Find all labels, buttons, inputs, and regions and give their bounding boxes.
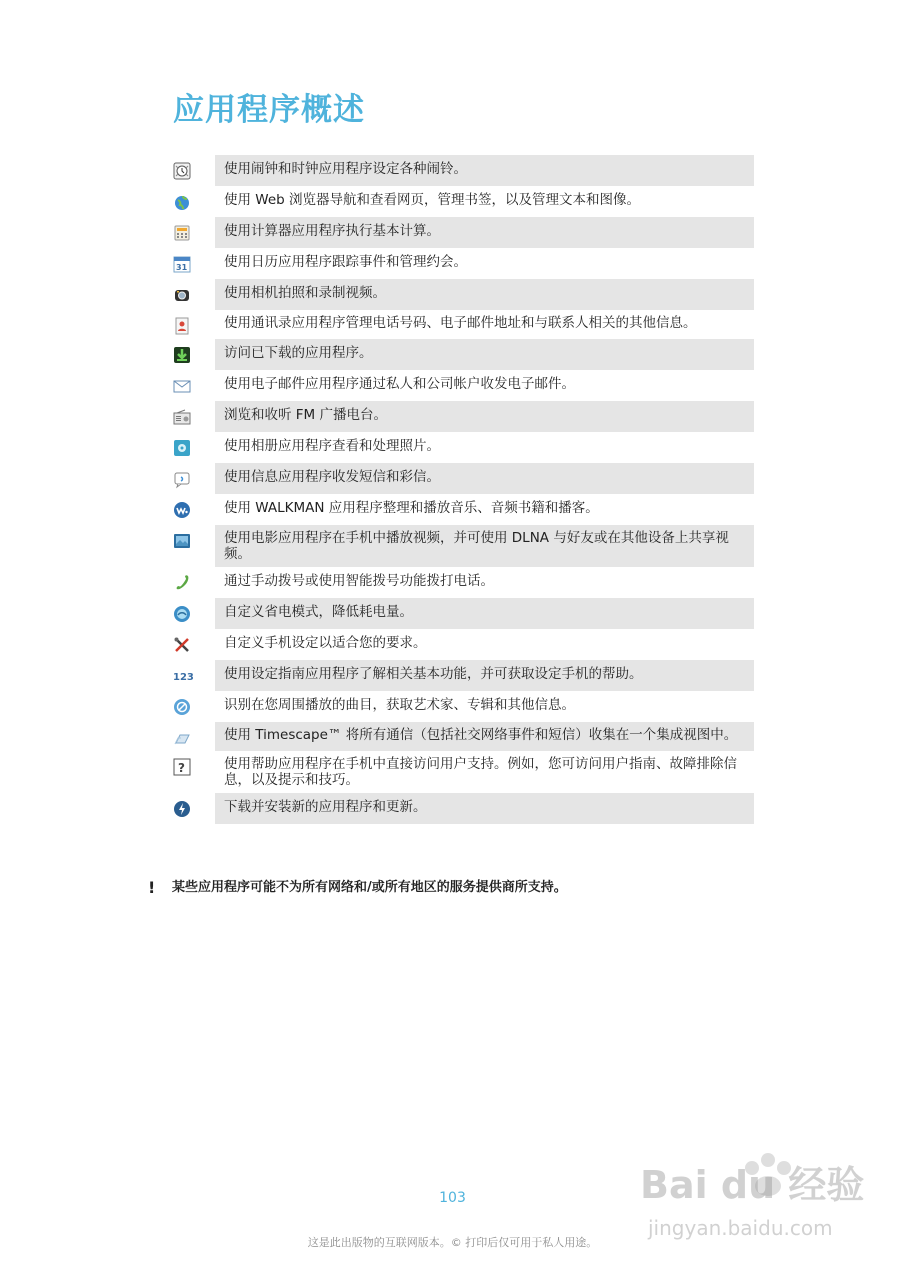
update-center-icon [173, 800, 191, 818]
list-item [173, 432, 754, 463]
list-item [173, 660, 754, 691]
list-item [173, 751, 754, 793]
list-item [173, 598, 754, 629]
setup-guide-icon [173, 667, 194, 685]
contacts-icon [173, 317, 191, 335]
svg-text:Bai du 经验: Bai du 经验 [640, 1163, 865, 1207]
calendar-icon [173, 255, 191, 273]
list-item [173, 567, 754, 598]
app-description: 使用电子邮件应用程序通过私人和公司帐户收发电子邮件。 [224, 376, 575, 392]
app-description: 下载并安装新的应用程序和更新。 [215, 793, 754, 824]
phone-icon [173, 574, 191, 592]
app-description: 访问已下载的应用程序。 [215, 339, 754, 370]
svg-text:123: 123 [173, 672, 194, 683]
app-description: 使用相册应用程序查看和处理照片。 [224, 438, 440, 454]
app-description: 使用设定指南应用程序了解相关基本功能，并可获取设定手机的帮助。 [215, 660, 754, 691]
list-item [173, 494, 754, 525]
list-item [173, 629, 754, 660]
list-item [173, 279, 754, 310]
app-description: 使用 Web 浏览器导航和查看网页，管理书签，以及管理文本和图像。 [224, 192, 641, 208]
download-icon [173, 346, 191, 364]
exclamation-icon: ! [148, 878, 156, 897]
list-item [173, 691, 754, 722]
camera-icon [173, 286, 191, 304]
note-text: 某些应用程序可能不为所有网络和/或所有地区的服务提供商所支持。 [172, 880, 567, 895]
app-description: 使用通讯录应用程序管理电话号码、电子邮件地址和与联系人相关的其他信息。 [224, 315, 697, 331]
list-item [173, 186, 754, 217]
radio-icon [173, 408, 191, 426]
app-description: 通过手动拨号或使用智能拨号功能拨打电话。 [224, 573, 494, 589]
app-description: 识别在您周围播放的曲目，获取艺术家、专辑和其他信息。 [224, 697, 575, 713]
calculator-icon [173, 224, 191, 242]
app-description: 使用相机拍照和录制视频。 [215, 279, 754, 310]
list-item [173, 525, 754, 567]
list-item [173, 248, 754, 279]
app-description: 自定义手机设定以适合您的要求。 [224, 635, 427, 651]
movies-icon [173, 532, 191, 550]
app-description: 使用 WALKMAN 应用程序整理和播放音乐、音频书籍和播客。 [224, 500, 599, 516]
list-item [173, 310, 754, 339]
svg-text:31: 31 [176, 263, 188, 272]
app-description: 浏览和收听 FM 广播电台。 [215, 401, 754, 432]
list-item [173, 722, 754, 751]
walkman-icon [173, 501, 191, 519]
note [148, 879, 567, 897]
app-list [173, 155, 754, 824]
alarm-clock-icon [173, 162, 191, 180]
trackid-icon [173, 698, 191, 716]
svg-text:jingyan.baidu.com: jingyan.baidu.com [648, 1216, 833, 1240]
list-item [173, 155, 754, 186]
list-item [173, 793, 754, 824]
svg-text:?: ? [178, 761, 185, 775]
footer-text: 这是此出版物的互联网版本。© 打印后仅可用于私人用途。 [307, 1236, 598, 1249]
list-item [173, 370, 754, 401]
album-icon [173, 439, 191, 457]
app-description: 使用计算器应用程序执行基本计算。 [215, 217, 754, 248]
timescape-icon [173, 729, 191, 747]
app-description: 使用帮助应用程序在手机中直接访问用户支持。例如，您可访问用户指南、故障排除信息，以及提示和技巧。 [224, 756, 737, 788]
app-description: 使用闹钟和时钟应用程序设定各种闹铃。 [215, 155, 754, 186]
messaging-icon [173, 470, 191, 488]
email-icon [173, 377, 191, 395]
app-description: 使用电影应用程序在手机中播放视频，并可使用 DLNA 与好友或在其他设备上共享视频。 [215, 525, 754, 567]
list-item [173, 339, 754, 370]
settings-tools-icon [173, 636, 191, 654]
app-description: 使用日历应用程序跟踪事件和管理约会。 [224, 254, 467, 270]
page-number: 103 [439, 1190, 466, 1206]
list-item [173, 217, 754, 248]
power-saver-icon [173, 605, 191, 623]
globe-icon [173, 193, 191, 211]
page-title: 应用程序概述 [173, 92, 365, 128]
list-item [173, 401, 754, 432]
app-description: 使用信息应用程序收发短信和彩信。 [215, 463, 754, 494]
app-description: 自定义省电模式，降低耗电量。 [215, 598, 754, 629]
app-description: 使用 Timescape™ 将所有通信（包括社交网络事件和短信）收集在一个集成视图中。 [215, 722, 754, 751]
help-icon [173, 758, 191, 776]
list-item [173, 463, 754, 494]
